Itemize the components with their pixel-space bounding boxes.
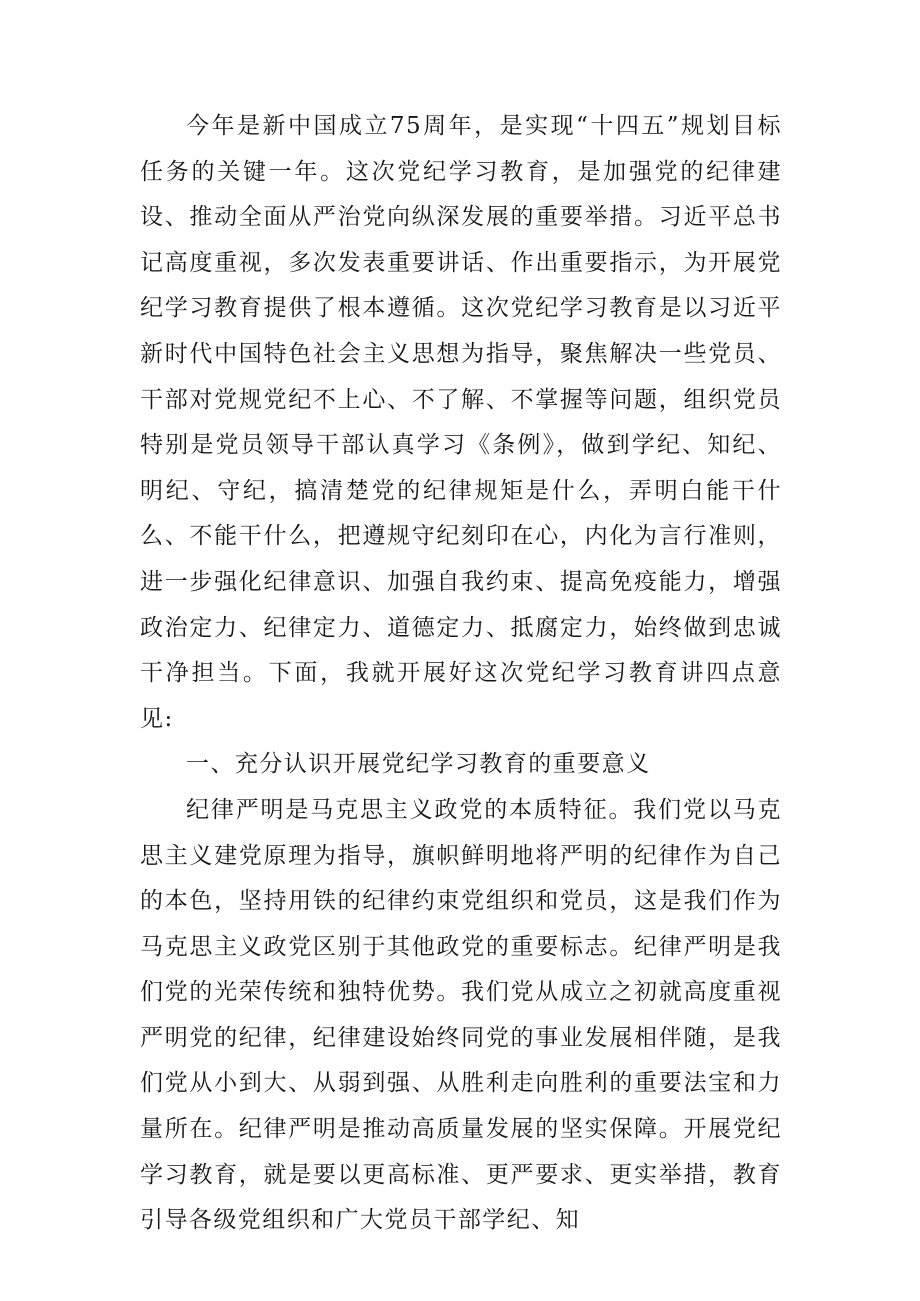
section-paragraph: 纪律严明是马克思主义政党的本质特征。我们党以马克思主义建党原理为指导，旗帜鲜明地将严明的纪律作为自己的本色，坚持用铁的纪律约束党组织和党员，这是我们作为马克思主义政党区别于其他政党的重要标志。纪律严明是我们党的光荣传统和独特优势。我们党从成立之初就高度重视严明党的纪律，纪律建设始终同党的事业发展相伴随，是我们党从小到大、从弱到强、从胜利走向胜利的重要法宝和力量所在。纪律严明是推动高质量发展的坚实保障。开展党纪学习教育，就是要以更高标准、更严要求、更实举措，教育引导各级党组织和广大党员干部学纪、知 (140, 796, 782, 1234)
document-body (140, 104, 782, 1244)
section-heading: 一、充分认识开展党纪学习教育的重要意义 (186, 751, 651, 778)
intro-paragraph: 今年是新中国成立75周年，是实现“十四五”规划目标任务的关键一年。这次党纪学习教育，是加强党的纪律建设、推动全面从严治党向纵深发展的重要举措。习近平总书记高度重视，多次发表重要讲话、作出重要指示，为开展党纪学习教育提供了根本遵循。这次党纪学习教育是以习近平新时代中国特色社会主义思想为指导，聚焦解决一些党员、干部对党规党纪不上心、不了解、不掌握等问题，组织党员特别是党员领导干部认真学习《条例》，做到学纪、知纪、明纪、守纪，搞清楚党的纪律规矩是什么，弄明白能干什么、不能干什么，把遵规守纪刻印在心，内化为言行准则，进一步强化纪律意识、加强自我约束、提高免疫能力，增强政治定力、纪律定力、道德定力、抵腐定力，始终做到忠诚干净担当。下面，我就开展好这次党纪学习教育讲四点意见: (140, 113, 782, 732)
